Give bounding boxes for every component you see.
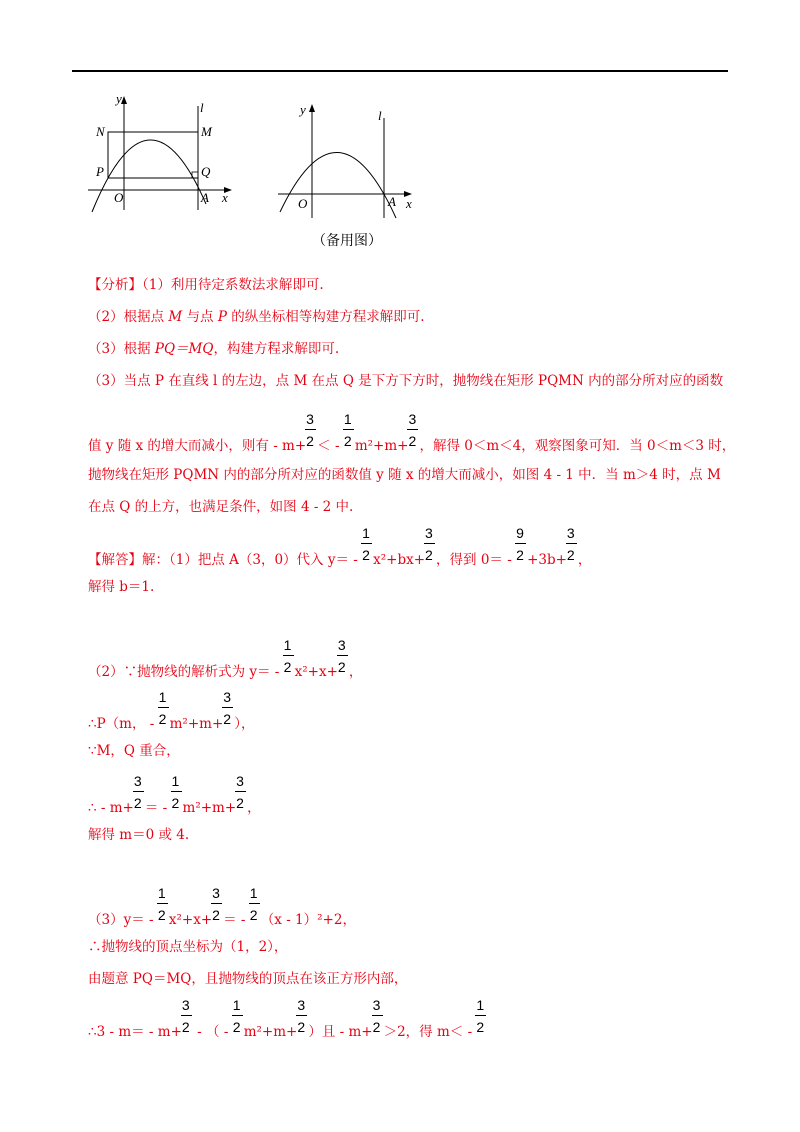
figure-rectangle-parabola (86, 92, 246, 222)
fig1-label-l: l (200, 100, 204, 115)
fig2-label-O: O (298, 196, 308, 211)
fraction-1-2: $\frac{1}{2}$ (159, 710, 170, 728)
fig1-label-Q: Q (201, 164, 211, 179)
analysis-line-7: 在点 Q 的上方，也满足条件，如图 4 - 2 中. (88, 499, 354, 515)
fraction-3-2: $\frac{3}{2}$ (373, 1018, 384, 1036)
fraction-3-2: $\frac{3}{2}$ (408, 432, 419, 450)
fig2-label-x: x (406, 196, 412, 211)
fraction-3-2: $\frac{3}{2}$ (223, 710, 234, 728)
fraction-3-2: $\frac{3}{2}$ (297, 1018, 308, 1036)
analysis-line-4: （3）当点 P 在直线 l 的左边，点 M 在点 Q 是下方下方时，抛物线在矩形 PQMN 内的部分所对应的函数 (88, 373, 724, 389)
header-rule (72, 70, 728, 72)
analysis-line-2: （2）根据点 M 与点 P 的纵坐标相等构建方程求解即可. (88, 309, 425, 325)
analysis-line-1: 【分析】（1）利用待定系数法求解即可. (88, 277, 324, 293)
fig2-label-A: A (388, 194, 396, 209)
analysis-tag: 【分析】 (88, 277, 142, 293)
solution-line-1: 【解答】解：（1）把点 A（3，0）代入 y＝ - $\frac{1}{2}$ x²+bx+ $\frac{3}{2}$ ，得到 0＝ - $\frac{9}{2}$ +3b+ $\frac{3}{2}$ ， (88, 525, 592, 568)
fraction-1-2: $\frac{1}{2}$ (476, 1018, 487, 1036)
fraction-1-2: $\frac{1}{2}$ (250, 906, 261, 924)
fig1-label-A: A (201, 190, 209, 205)
fraction-1-2: $\frac{1}{2}$ (344, 432, 355, 450)
analysis-line-5: 值 y 随 x 的增大而减小，则有 - m+ $\frac{3}{2}$ ＜ - $\frac{1}{2}$ m²+m+ $\frac{3}{2}$ ，解得 0＜m＜4，观察图象可知．当 0＜m＜3 时， (88, 411, 736, 454)
fraction-1-2: $\frac{1}{2}$ (158, 906, 169, 924)
fig1-label-N: N (96, 124, 105, 139)
fig1-label-M: M (201, 124, 212, 139)
solution-line-2: 解得 b＝1. (88, 579, 155, 595)
solution-line-9: ∴抛物线的顶点坐标为（1，2）， (88, 939, 288, 955)
solution-line-6: ∴ - m+ $\frac{3}{2}$ ＝ - $\frac{1}{2}$ m²+m+ $\frac{3}{2}$ ， (88, 773, 261, 816)
fig1-label-x: x (222, 190, 228, 205)
solution-tag: 【解答】 (88, 552, 142, 568)
fraction-9-2: $\frac{9}{2}$ (516, 546, 527, 564)
figure-spare (276, 96, 426, 226)
fraction-3-2: $\frac{3}{2}$ (134, 794, 145, 812)
fraction-1-2: $\frac{1}{2}$ (172, 794, 183, 812)
fig2-label-l: l (378, 108, 382, 123)
fig1-label-P: P (96, 164, 104, 179)
fraction-3-2: $\frac{3}{2}$ (425, 546, 436, 564)
solution-line-8: （3）y＝ - $\frac{1}{2}$ x²+x+ $\frac{3}{2}$ ＝ - $\frac{1}{2}$ （x - 1）²+2， (88, 885, 356, 928)
fig1-label-y: y (116, 92, 122, 106)
analysis-line-6: 抛物线在矩形 PQMN 内的部分所对应的函数值 y 随 x 的增大而减小，如图 4 - 1 中．当 m＞4 时，点 M (88, 467, 721, 483)
fraction-3-2: $\frac{3}{2}$ (338, 658, 349, 676)
solution-line-11: ∴3 - m＝ - m+ $\frac{3}{2}$ - （ - $\frac{1}{2}$ m²+m+ $\frac{3}{2}$ ）且 - m+ $\frac{3}{2}$ ＞2，得 m＜ - $\frac{1}{2}$ (88, 1018, 487, 1041)
solution-line-5: ∵M，Q 重合， (88, 743, 180, 759)
fraction-3-2: $\frac{3}{2}$ (182, 1018, 193, 1036)
fig1-label-O: O (114, 190, 124, 205)
solution-line-7: 解得 m＝0 或 4. (88, 827, 190, 843)
fraction-3-2: $\frac{3}{2}$ (236, 794, 247, 812)
fraction-3-2: $\frac{3}{2}$ (212, 906, 223, 924)
fraction-3-2: $\frac{3}{2}$ (567, 546, 578, 564)
fig2-label-y: y (300, 102, 306, 117)
solution-line-3: （2）∵抛物线的解析式为 y＝ - $\frac{1}{2}$ x²+x+ $\frac{3}{2}$ ， (88, 637, 363, 680)
solution-line-4: ∴P（m， - $\frac{1}{2}$ m²+m+ $\frac{3}{2}$ ）， (88, 689, 255, 732)
fraction-1-2: $\frac{1}{2}$ (362, 546, 373, 564)
analysis-line-3: （3）根据 PQ＝MQ，构建方程求解即可. (88, 341, 340, 357)
figure-caption: （备用图） (312, 233, 382, 249)
fraction-3-2: $\frac{3}{2}$ (306, 432, 317, 450)
solution-line-10: 由题意 PQ＝MQ，且抛物线的顶点在该正方形内部， (88, 971, 408, 987)
fraction-1-2: $\frac{1}{2}$ (284, 658, 295, 676)
fraction-1-2: $\frac{1}{2}$ (233, 1018, 244, 1036)
